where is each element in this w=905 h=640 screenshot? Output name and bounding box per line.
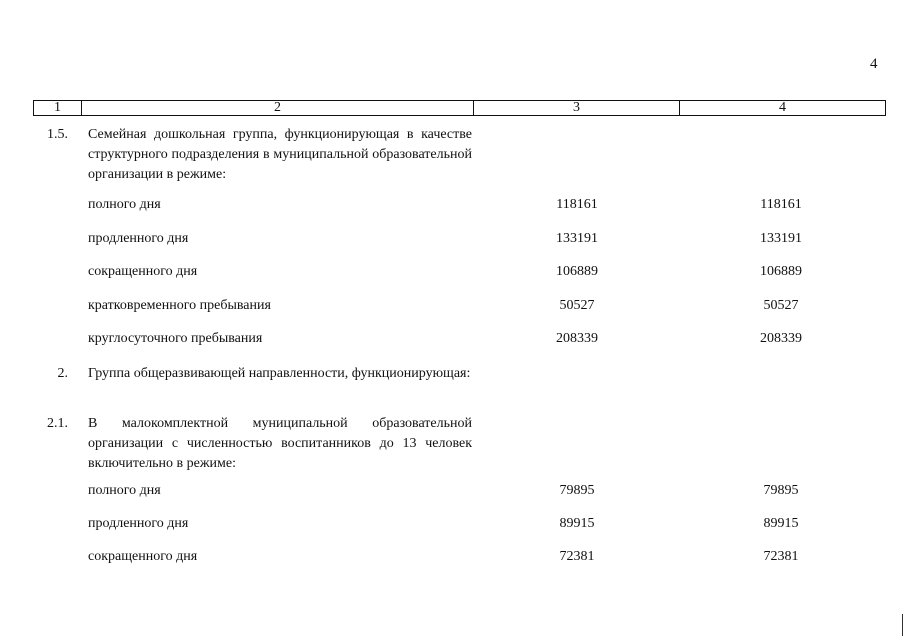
value-col-3: 50527 <box>559 298 595 313</box>
value-col-4: 133191 <box>760 231 802 246</box>
column-number-4: 4 <box>779 100 786 115</box>
row-label: Семейная дошкольная группа, функционирующая в качестве структурного подразделения в муниципальной образовательной организации в режиме: <box>88 127 472 182</box>
row-label: продленного дня <box>88 516 189 531</box>
column-number-3: 3 <box>474 101 680 115</box>
value-col-3: 89915 <box>559 516 595 531</box>
value-col-3: 208339 <box>556 331 598 346</box>
value-col-4: 50527 <box>763 298 799 313</box>
row-label: В малокомплектной муниципальной образовательной организации с численностью воспитанников до 13 человек включительно в режиме: <box>88 416 472 471</box>
value-col-3: 72381 <box>559 549 595 564</box>
row-label: круглосуточного пребывания <box>88 331 263 346</box>
value-col-4: 208339 <box>760 331 802 346</box>
value-col-4: 118161 <box>760 197 802 212</box>
value-col-3: 106889 <box>556 264 598 279</box>
column-number-2: 2 <box>82 101 474 115</box>
row-label: сокращенного дня <box>88 549 198 564</box>
row-label: полного дня <box>88 197 161 212</box>
row-number: 2.1. <box>47 416 68 431</box>
value-col-4: 89915 <box>763 516 799 531</box>
row-label: кратковременного пребывания <box>88 298 271 313</box>
page-number: 4 <box>870 56 878 72</box>
row-label: продленного дня <box>88 231 189 246</box>
row-label: сокращенного дня <box>88 264 198 279</box>
value-col-4: 106889 <box>760 264 802 279</box>
value-col-4: 79895 <box>763 483 799 498</box>
value-col-3: 118161 <box>556 197 598 212</box>
row-label: Группа общеразвивающей направленности, функционирующая: <box>88 366 471 381</box>
value-col-3: 133191 <box>556 231 598 246</box>
row-label: полного дня <box>88 483 161 498</box>
row-number: 1.5. <box>47 127 68 142</box>
column-number-1: 1 <box>34 101 82 115</box>
value-col-4: 72381 <box>763 549 799 564</box>
row-number: 2. <box>57 366 68 381</box>
column-number-header <box>33 100 886 116</box>
value-col-3: 79895 <box>559 483 595 498</box>
scan-edge-mark <box>902 614 903 636</box>
